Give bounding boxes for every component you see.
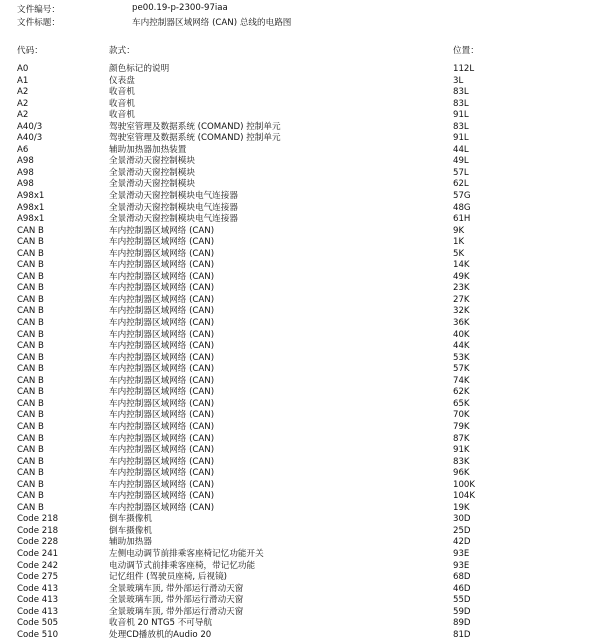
cell-code: CAN B	[17, 375, 44, 386]
cell-code: A2	[17, 110, 29, 121]
cell-description: 车内控制器区域网络 (CAN)	[109, 410, 215, 421]
table-row	[0, 122, 610, 134]
cell-code: CAN B	[17, 502, 44, 513]
cell-code: Code 413	[17, 583, 59, 594]
cell-code: CAN B	[17, 410, 44, 421]
cell-code: CAN B	[17, 329, 44, 340]
table-row	[0, 376, 610, 388]
cell-description: 收音机	[109, 110, 135, 121]
cell-position: 91K	[453, 445, 470, 456]
column-headers	[0, 44, 610, 56]
doc-number-label: 文件编号：	[17, 5, 60, 15]
cell-position: 44K	[453, 341, 470, 352]
cell-code: A6	[17, 144, 29, 155]
cell-description: 收音机	[109, 87, 135, 98]
cell-position: 49K	[453, 271, 470, 282]
cell-description: 车内控制器区域网络 (CAN)	[109, 491, 215, 502]
cell-position: 87K	[453, 433, 470, 444]
cell-description: 全景滑动天窗控制模块电气连接器	[109, 202, 238, 213]
cell-description: 颜色标记的说明	[109, 64, 170, 74]
cell-position: 55D	[453, 595, 471, 606]
cell-description: 收音机 20 NTG5 不可导航	[109, 618, 213, 629]
table-row	[0, 572, 610, 584]
cell-position: 5K	[453, 248, 465, 259]
cell-description: 车内控制器区域网络 (CAN)	[109, 398, 215, 409]
table-row	[0, 607, 610, 619]
cell-position: 1K	[453, 237, 465, 248]
cell-code: A98	[17, 156, 34, 167]
table-row	[0, 480, 610, 492]
cell-position: 48G	[453, 202, 471, 213]
cell-code: A98x1	[17, 214, 45, 225]
table-row	[0, 341, 610, 353]
table-row	[0, 306, 610, 318]
cell-code: CAN B	[17, 271, 44, 282]
cell-position: 91L	[453, 110, 469, 121]
cell-position: 83L	[453, 87, 469, 98]
cell-position: 83L	[453, 98, 469, 109]
table-row	[0, 99, 610, 111]
table-row	[0, 410, 610, 422]
table-row	[0, 549, 610, 561]
table-row	[0, 168, 610, 180]
table-row	[0, 249, 610, 261]
cell-description: 全景玻璃车顶, 带外部运行滑动天窗	[109, 595, 244, 606]
cell-position: 93E	[453, 560, 470, 571]
cell-description: 车内控制器区域网络 (CAN)	[109, 445, 215, 456]
cell-position: 91L	[453, 133, 469, 144]
table-row	[0, 457, 610, 469]
cell-position: 53K	[453, 352, 470, 363]
cell-description: 车内控制器区域网络 (CAN)	[109, 468, 215, 479]
table-row	[0, 503, 610, 515]
cell-description: 全景玻璃车顶, 带外部运行滑动天窗	[109, 606, 244, 617]
cell-position: 27K	[453, 294, 470, 305]
cell-description: 倒车摄像机	[109, 525, 152, 536]
cell-code: A98x1	[17, 191, 45, 202]
table-row	[0, 272, 610, 284]
cell-description: 倒车摄像机	[109, 514, 152, 525]
cell-code: CAN B	[17, 456, 44, 467]
table-row	[0, 330, 610, 342]
cell-description: 全景玻璃车顶, 带外部运行滑动天窗	[109, 583, 244, 594]
cell-position: 68D	[453, 572, 471, 583]
cell-code: Code 242	[17, 560, 59, 571]
cell-position: 61H	[453, 214, 471, 225]
cell-position: 46D	[453, 583, 471, 594]
table-row	[0, 491, 610, 503]
table-row	[0, 537, 610, 549]
table-row	[0, 87, 610, 99]
cell-position: 3L	[453, 75, 464, 86]
cell-code: CAN B	[17, 387, 44, 398]
cell-position: 23K	[453, 283, 470, 294]
table-row	[0, 64, 610, 76]
cell-position: 59D	[453, 606, 471, 617]
table-row	[0, 283, 610, 295]
cell-code: A98	[17, 167, 34, 178]
doc-title-label: 文件标题：	[17, 18, 60, 28]
cell-code: CAN B	[17, 433, 44, 444]
cell-code: Code 505	[17, 618, 59, 629]
cell-code: CAN B	[17, 248, 44, 259]
cell-code: A2	[17, 87, 29, 98]
table-row	[0, 226, 610, 238]
cell-description: 车内控制器区域网络 (CAN)	[109, 329, 215, 340]
cell-description: 车内控制器区域网络 (CAN)	[109, 479, 215, 490]
cell-position: 83K	[453, 456, 470, 467]
cell-description: 车内控制器区域网络 (CAN)	[109, 341, 215, 352]
cell-description: 处理CD播放机的Audio 20	[109, 629, 212, 640]
cell-position: 65K	[453, 398, 470, 409]
cell-code: A0	[17, 64, 29, 74]
cell-code: CAN B	[17, 237, 44, 248]
cell-description: 辅助加热器	[109, 537, 152, 548]
cell-position: 36K	[453, 318, 470, 329]
cell-code: Code 413	[17, 595, 59, 606]
cell-description: 车内控制器区域网络 (CAN)	[109, 225, 215, 236]
cell-description: 车内控制器区域网络 (CAN)	[109, 456, 215, 467]
cell-description: 车内控制器区域网络 (CAN)	[109, 237, 215, 248]
cell-code: CAN B	[17, 468, 44, 479]
table-row	[0, 203, 610, 215]
cell-description: 车内控制器区域网络 (CAN)	[109, 433, 215, 444]
cell-position: 62L	[453, 179, 469, 190]
header-desc: 款式：	[109, 46, 135, 56]
cell-position: 42D	[453, 537, 471, 548]
table-row	[0, 353, 610, 365]
cell-code: CAN B	[17, 352, 44, 363]
cell-position: 9K	[453, 225, 465, 236]
cell-position: 70K	[453, 410, 470, 421]
cell-code: Code 228	[17, 537, 59, 548]
table-row	[0, 133, 610, 145]
cell-position: 57L	[453, 167, 469, 178]
table-row	[0, 214, 610, 226]
cell-description: 车内控制器区域网络 (CAN)	[109, 306, 215, 317]
cell-description: 车内控制器区域网络 (CAN)	[109, 375, 215, 386]
cell-description: 车内控制器区域网络 (CAN)	[109, 271, 215, 282]
doc-number-value: pe00.19-p-2300-97iaa	[132, 3, 228, 13]
cell-description: 全景滑动天窗控制模块	[109, 156, 195, 167]
cell-position: 83L	[453, 121, 469, 132]
cell-code: CAN B	[17, 421, 44, 432]
cell-position: 81D	[453, 629, 471, 640]
table-row	[0, 387, 610, 399]
cell-position: 104K	[453, 491, 476, 502]
cell-description: 驾驶室管理及数据系统 (COMAND) 控制单元	[109, 133, 281, 144]
table-row	[0, 318, 610, 330]
cell-code: A1	[17, 75, 29, 86]
cell-position: 89D	[453, 618, 471, 629]
cell-description: 电动调节式前排乘客座椅，带记忆功能	[109, 560, 256, 571]
cell-code: CAN B	[17, 479, 44, 490]
cell-position: 49L	[453, 156, 469, 167]
cell-code: CAN B	[17, 260, 44, 271]
cell-description: 驾驶室管理及数据系统 (COMAND) 控制单元	[109, 121, 281, 132]
cell-code: A98	[17, 179, 34, 190]
cell-position: 100K	[453, 479, 476, 490]
doc-title-value: 车内控制器区域网络 (CAN) 总线的电路图	[132, 18, 292, 28]
cell-position: 14K	[453, 260, 470, 271]
cell-description: 全景滑动天窗控制模块	[109, 167, 195, 178]
cell-code: A98x1	[17, 202, 45, 213]
cell-position: 79K	[453, 421, 470, 432]
cell-code: A40/3	[17, 121, 43, 132]
cell-code: CAN B	[17, 364, 44, 375]
cell-position: 40K	[453, 329, 470, 340]
table-row	[0, 156, 610, 168]
cell-position: 112L	[453, 64, 475, 74]
cell-description: 左侧电动调节前排乘客座椅记忆功能开关	[109, 548, 264, 559]
table-row	[0, 618, 610, 630]
cell-code: Code 241	[17, 548, 59, 559]
cell-position: 96K	[453, 468, 470, 479]
cell-description: 车内控制器区域网络 (CAN)	[109, 352, 215, 363]
table-row	[0, 468, 610, 480]
table-row	[0, 110, 610, 122]
cell-code: A40/3	[17, 133, 43, 144]
component-list	[0, 64, 610, 641]
cell-code: Code 510	[17, 629, 59, 640]
cell-code: CAN B	[17, 294, 44, 305]
cell-code: Code 413	[17, 606, 59, 617]
cell-code: CAN B	[17, 445, 44, 456]
cell-position: 19K	[453, 502, 470, 513]
table-row	[0, 76, 610, 88]
table-row	[0, 422, 610, 434]
cell-description: 车内控制器区域网络 (CAN)	[109, 364, 215, 375]
cell-description: 车内控制器区域网络 (CAN)	[109, 318, 215, 329]
cell-position: 74K	[453, 375, 470, 386]
table-row	[0, 584, 610, 596]
cell-code: CAN B	[17, 225, 44, 236]
cell-position: 57K	[453, 364, 470, 375]
cell-description: 全景滑动天窗控制模块电气连接器	[109, 214, 238, 225]
cell-description: 车内控制器区域网络 (CAN)	[109, 421, 215, 432]
cell-code: CAN B	[17, 283, 44, 294]
table-row	[0, 445, 610, 457]
cell-code: A2	[17, 98, 29, 109]
table-row	[0, 295, 610, 307]
cell-code: CAN B	[17, 318, 44, 329]
table-row	[0, 364, 610, 376]
table-row	[0, 630, 610, 641]
table-row	[0, 260, 610, 272]
cell-description: 车内控制器区域网络 (CAN)	[109, 294, 215, 305]
cell-position: 30D	[453, 514, 471, 525]
cell-code: CAN B	[17, 341, 44, 352]
table-row	[0, 526, 610, 538]
cell-code: Code 218	[17, 525, 59, 536]
cell-code: Code 218	[17, 514, 59, 525]
cell-position: 62K	[453, 387, 470, 398]
cell-position: 44L	[453, 144, 469, 155]
cell-position: 25D	[453, 525, 471, 536]
table-row	[0, 237, 610, 249]
cell-description: 车内控制器区域网络 (CAN)	[109, 502, 215, 513]
cell-description: 车内控制器区域网络 (CAN)	[109, 248, 215, 259]
table-row	[0, 434, 610, 446]
cell-description: 车内控制器区域网络 (CAN)	[109, 260, 215, 271]
table-row	[0, 514, 610, 526]
table-row	[0, 145, 610, 157]
cell-position: 93E	[453, 548, 470, 559]
table-row	[0, 191, 610, 203]
header-position: 位置：	[453, 46, 479, 56]
cell-code: CAN B	[17, 306, 44, 317]
cell-position: 57G	[453, 191, 471, 202]
table-row	[0, 399, 610, 411]
table-row	[0, 561, 610, 573]
cell-description: 辅助加热器加热装置	[109, 144, 187, 155]
cell-description: 收音机	[109, 98, 135, 109]
cell-description: 车内控制器区域网络 (CAN)	[109, 283, 215, 294]
header-code: 代码：	[17, 46, 43, 56]
cell-description: 全景滑动天窗控制模块	[109, 179, 195, 190]
cell-position: 32K	[453, 306, 470, 317]
cell-code: CAN B	[17, 491, 44, 502]
cell-code: Code 275	[17, 572, 59, 583]
table-row	[0, 179, 610, 191]
cell-description: 全景滑动天窗控制模块电气连接器	[109, 191, 238, 202]
cell-description: 车内控制器区域网络 (CAN)	[109, 387, 215, 398]
cell-description: 仪表盘	[109, 75, 135, 86]
cell-code: CAN B	[17, 398, 44, 409]
table-row	[0, 595, 610, 607]
cell-description: 记忆组件 (驾驶员座椅, 后视镜)	[109, 572, 228, 583]
